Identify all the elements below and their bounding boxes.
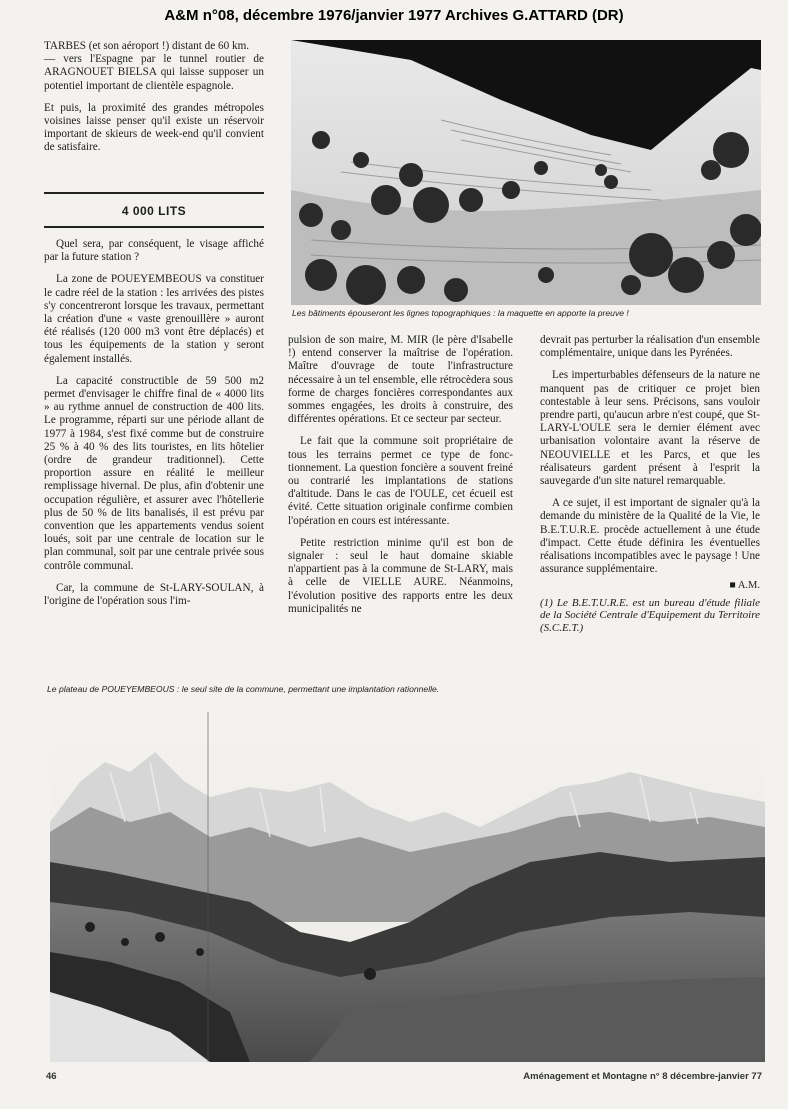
- paragraph: La capacité constructible de 59 500 m2 permet d'envisager le chiffre final de « 4000 lits » au rythme annuel de construction de 400 lits. Le programme, réparti sur une période allant de 1977 à 1984, s'est fixé comme but de construire 25 % à 40 % des lits touristes, en lits hôtelier (ordre de grandeur traditionnel). Cette proportion assure en réalité le meilleur remplissage hivernal. De plus, afin d'obtenir une occupation régulière, et assurer avec l'hôtellerie plus de 50 % de lits banalisés, il est prévu par convention que les appartements vendus soient loués, soit par une centrale de location sur le plan communal, soit par une centrale privée sous contrôle communal.: [44, 374, 264, 572]
- paragraph: La zone de POUEYEMBEOUS va constituer le cadre réel de la station : les arrivées des pistes s'y concentreront lorsque les travaux, permettant la création d'une « vaste grenouillère » auront été réalisés (120 000 m3 vont être déplacés) et tous les équipements de la station y seront également installés.: [44, 273, 264, 365]
- paragraph: Quel sera, par conséquent, le visage affiché par la future station ?: [44, 238, 264, 264]
- column-3: [540, 334, 760, 634]
- paragraph: Car, la commune de St-LARY-SOULAN, à l'origine de l'opération sous l'im-: [44, 581, 264, 608]
- paragraph: pulsion de son maire, M. MIR (le père d'Isabelle !) entend conserver la maîtrise de l'opération. Maître d'ouvrage de toute l'infrastructure nécessaire à un tel ensemble, elle rétrocèdera sous forme de charges foncières correspondantes aux sommes engagées, les droits à construire, des différentes opérations. Et ce secteur par secteur.: [288, 334, 513, 426]
- section-rule-top: [44, 192, 264, 194]
- paragraph: Petite restriction minime qu'il est bon de signaler : seul le haut domaine skiable n'appartient pas à la commune de St-LARY, mais à celle de VIELLE AURE. Néanmoins, l'évolution positive des rapports entre les deux municipalités ne: [288, 536, 513, 615]
- paragraph: Le fait que la commune soit propriétaire de tous les terrains permet ce type de fonctionnement. La question foncière a souvent freiné ou contrarié les implantations de stations d'altitude. Dans le cas de l'OULE, cet écueil est évité. Cette situation originale confirme combien l'opération en cours est intéressante.: [288, 435, 513, 527]
- section-rule-bottom: [44, 226, 264, 228]
- mountain-landscape-photo: [50, 712, 765, 1062]
- section-title: 4 000 LITS: [121, 204, 187, 218]
- footnote: (1) Le B.E.T.U.R.E. est un bureau d'étude filiale de la Société Centrale d'Equipement du Territoire (S.C.E.T.): [540, 596, 760, 634]
- bottom-photo-caption: Le plateau de POUEYEMBEOUS : le seul site de la commune, permettant une implantation rationnelle.: [47, 684, 440, 694]
- signature: ■ A.M.: [729, 580, 760, 592]
- column-1-body: [44, 238, 264, 608]
- paragraph: — vers l'Espagne par le tunnel routier de ARAGNOUET BIELSA qui laisse supposer un potentiel important de clientèle espagnole.: [44, 53, 264, 92]
- column-2: [288, 334, 513, 616]
- publication-footer: Aménagement et Montagne n° 8 décembre-janvier 77: [523, 1071, 762, 1082]
- top-photo-caption: Les bâtiments épouseront les lignes topographiques : la maquette en apporte la preuve !: [292, 308, 629, 318]
- scale-model-photo: [291, 40, 761, 305]
- paragraph: Les imperturbables défenseurs de la nature ne manquent pas de critiquer ce projet bien contestable à leur sens. Précisons, sans vouloir prendre parti, qu'aucun arbre n'est coupé, que St-LARY-L'OULE sera le dernier élément avec urbanisation volontaire avant la réserve de NEOUVIELLE et les Parcs, et que les réalisateurs gardent présent à l'esprit la sauvegarde d'un site naturel remarquable.: [540, 369, 760, 488]
- paragraph: A ce sujet, il est important de signaler qu'à la demande du ministère de la Qualité de la Vie, le B.E.T.U.R.E. procède actuellement à une étude d'impact. Cette étude définira les éventuelles réalisations incompatibles avec le paysage ! Une assurance supplémentaire.: [540, 497, 760, 576]
- page-header: A&M n°08, décembre 1976/janvier 1977 Archives G.ATTARD (DR): [164, 7, 624, 24]
- paragraph: TARBES (et son aéroport !) distant de 60 km.: [44, 40, 250, 52]
- paragraph: devrait pas perturber la réalisation d'un ensemble complémentaire, unique dans les Pyrénées.: [540, 334, 760, 360]
- paragraph: Et puis, la proximité des grandes métropoles voisines laisse penser qu'il existe un réservoir important de skieurs de week-end qu'il convient de satisfaire.: [44, 101, 264, 154]
- column-1-top: [44, 40, 264, 155]
- page-number: 46: [46, 1071, 57, 1082]
